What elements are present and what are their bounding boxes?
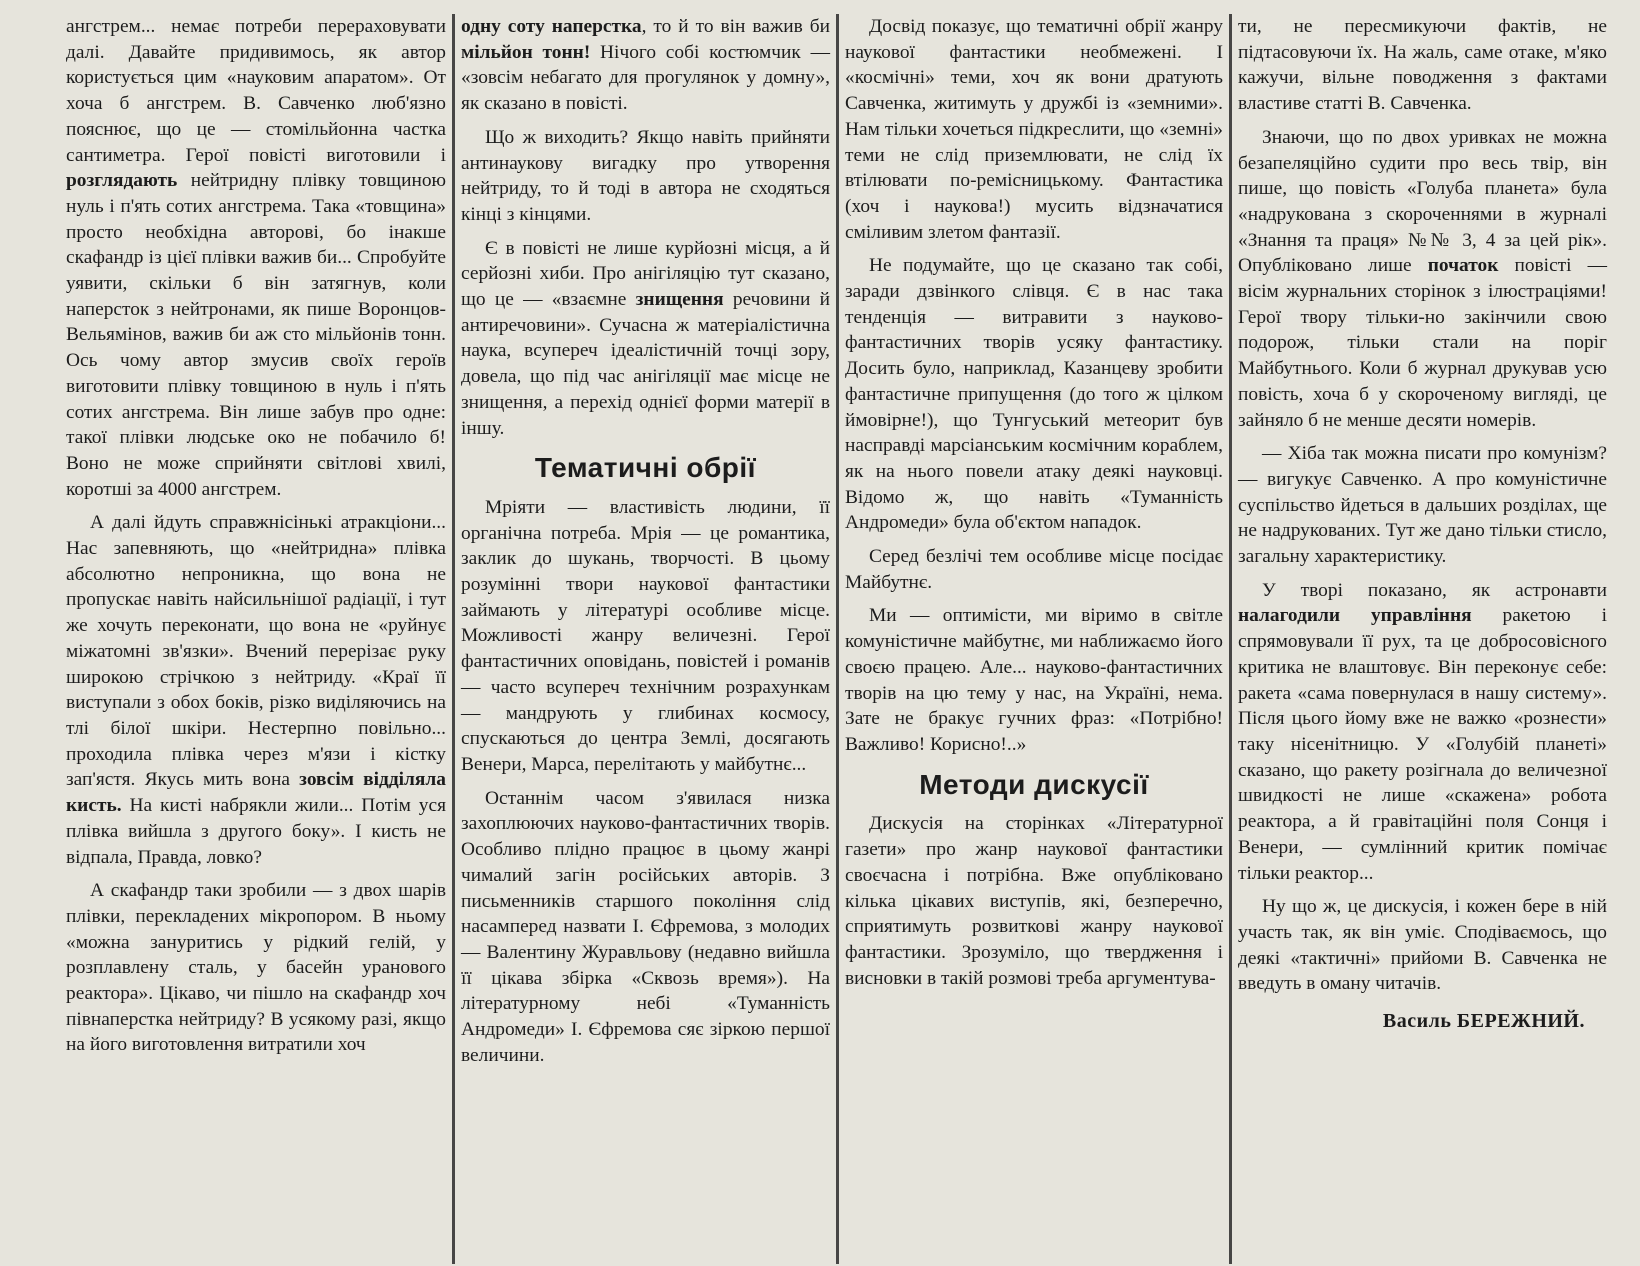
paragraph: ангстрем... немає потреби перераховувати далі. Давайте придивимось, як автор користується цим «науковим апаратом». От хоча б ангстрем. В. Савченко люб'язно пояснює, що це — стомільйонна частка сантиметра. Герої повісті виготовили і розглядають нейтридну плівку товщиною нуль і п'ять сотих ангстрема. Така «товщина» просто необхідна авторові, бо інакше скафандр із цієї плівки важив би... Спробуйте уявити, скільки б він затягнув, коли наперсток з нейтронами, як пише Воронцов-Вельямінов, важив би аж сто мільйонів тонн. Ось чому автор змусив своїх героїв виготовити плівку товщиною в нуль і п'ять сотих ангстрема. Він лише забув про одне: такої плівки людське око не побачило б! Воно не може сприйняти світлові хвилі, коротші за 4000 ангстрем. — [66, 16, 446, 500]
paragraph: У творі показано, як астронавти налагодили управління ракетою і спрямовували її рух, та це добросовісного критика не влаштовує. Він переконує себе: ракета «сама повернулася в нашу систему». Після цього йому вже не важко «рознести» таку нісенітницю. У «Голубій планеті» сказано, що ракету розігнала до величезної швидкості не лише «скажена» робота реактора, а й гравітаційні поля Сонця і Венери, — сумлінний критик помічає тільки реактор... — [1238, 579, 1607, 884]
paragraph: Є в повісті не лише курйозні місця, а й серйозні хиби. Про анігіляцію тут сказано, що це — «взаємне знищення речовини й антиречовини». Сучасна ж матеріалістична наука, всупереч ідеалістичній точці зору, довела, що під час анігіляції має місце не знищення, а перехід однієї форми матерії в іншу. — [461, 237, 830, 439]
paragraph: Що ж виходить? Якщо навіть прийняти антинаукову вигадку про утворення нейтриду, то й тоді в автора не сходяться кінці з кінцями. — [461, 126, 830, 225]
paragraph: Ми — оптимісти, ми віримо в світле комуністичне майбутнє, ми наближаємо його своєю працею. Але... науково-фантастичних творів на цю тему у нас, на Україні, нема. Зате не бракує гучних фраз: «Потрібно! Важливо! Корисно!..» — [845, 605, 1223, 755]
column-1 — [60, 14, 452, 1264]
paragraph: Останнім часом з'явилася низка захоплюючих науково-фантастичних творів. Особливо плідно працює в цьому жанрі чималий загін російських авторів. З письменників старшого покоління слід насамперед назвати І. Єфремова, з молодих — Валентину Журавльову (недавно вийшла її цікава збірка «Сквозь время»). На літературному небі «Туманність Андромеди» І. Єфремова сяє зіркою першої величини. — [461, 787, 830, 1066]
column-2 — [455, 14, 836, 1264]
section-heading: Методи дискусії — [919, 768, 1149, 800]
paragraph: Не подумайте, що це сказано так собі, заради дзвінкого слівця. Є в нас така тенденція — витравити з науково-фантастичних творів усяку фантастику. Досить було, наприклад, Казанцеву зробити фантастичне припущення (до того ж цілком ймовірне!), що Тунгуський метеорит був насправді марсіанським космічним кораблем, як на нього повели атаку деякі науковці. Відомо ж, що навіть «Туманність Андромеди» була об'єктом нападок. — [845, 255, 1223, 534]
section-heading: Тематичні обрії — [534, 452, 757, 484]
paragraph: Мріяти — властивість людини, її органічна потреба. Мрія — це романтика, заклик до шукань, творчості. В цьому розумінні твори наукової фантастики займають у літературі особливе місце. Можливості жанру величезні. Герої фантастичних оповідань, повістей і романів — часто всупереч технічним розрахункам — мандрують у глибинах космосу, спускаються до центра Землі, досягають Венери, Марса, перелітають у майбутнє... — [461, 496, 830, 775]
paragraph: ти, не пересмикуючи фактів, не підтасовуючи їх. На жаль, саме отаке, м'яко кажучи, вільне поводження з фактами властиве статті В. Савченка. — [1238, 16, 1607, 115]
paragraph: Ну що ж, це дискусія, і кожен бере в ній участь так, як він уміє. Сподіваємось, що деякі «тактичні» прийоми В. Савченка не введуть в оману читачів. — [1238, 896, 1607, 995]
column-rule — [836, 14, 839, 1264]
bold-text: знищення — [635, 289, 724, 311]
bold-text: розглядають — [66, 170, 178, 192]
bold-text: початок — [1427, 255, 1499, 277]
paragraph: Серед безлічі тем особливе місце посідає Майбутнє. — [845, 546, 1223, 593]
paragraph: А скафандр таки зробили — з двох шарів плівки, перекладених мікропором. В ньому «можна зануритись у рідкий гелій, у розплавлену сталь, у басейн уранового реактора». Цікаво, чи пішло на скафандр хоч півнаперстка нейтриду? В усякому разі, якщо на його виготовлення витратили хоч — [66, 880, 446, 1056]
bold-text: мільйон тонн! — [461, 41, 591, 63]
column-4 — [1232, 14, 1613, 1264]
bold-text: зовсім відділяла кисть. — [66, 769, 446, 817]
author-signature: Василь БЕРЕЖНИЙ. — [1382, 1010, 1585, 1033]
paragraph: одну соту наперстка, то й то він важив би мільйон тонн! Нічого собі костюмчик — «зовсім небагато для прогулянок у домну», як сказано в повісті. — [461, 16, 830, 115]
paragraph: Знаючи, що по двох уривках не можна безапеляційно судити про весь твір, він пише, що повість «Голуба планета» була «надрукована з скороченнями в журналі «Знання та праця» №№ 3, 4 за цей рік». Опубліковано лише початок повісті — вісім журнальних сторінок з ілюстраціями! Герої твору тільки-но закінчили свою подорож, тільки стали на поріг Майбутнього. Коли б журнал друкував усю повість, хоча б у скороченому вигляді, це зайняло б не менше десяти номерів. — [1238, 126, 1608, 431]
paragraph: Досвід показує, що тематичні обрії жанру наукової фантастики необмежені. І «космічні» теми, хоч як вони дратують Савченка, житимуть у дружбі із «земними». Нам тільки хочеться підкреслити, що «земні» теми не слід приземлювати, не слід їх втілювати по-ремісницькому. Фантастика (хоч і наукова!) мусить відзначатися сміливим злетом фантазії. — [845, 16, 1223, 243]
bold-text: налагодили управління — [1238, 605, 1472, 627]
bold-text: одну соту наперстка — [461, 16, 642, 37]
column-3 — [839, 14, 1229, 1264]
paragraph: — Хіба так можна писати про комунізм? — вигукує Савченко. А про комуністичне суспільство йдеться в дальших розділах, ще не надрукованих. Тут же дано тільки стисло, загальну характеристику. — [1238, 443, 1607, 568]
column-rule — [452, 14, 455, 1264]
paragraph: А далі йдуть справжнісінькі атракціони... Нас запевняють, що «нейтридна» плівка абсолютно непроникна, що вона не пропускає навіть найсильнішої радіації, і тут же хочуть переконати, що вона не «руйнує міжатомні зв'язки». Вчений перерізає руку широкою стрічкою з нейтриду. «Краї її виступали з обох боків, різко виділяючись на тлі білої шкіри. Нестерпно повільно... проходила плівка через м'язи і кістку зап'ястя. Якусь мить вона зовсім відділяла кисть. На кисті набрякли жили... Потім уся плівка вийшла з другого боку». І кисть не відпала, Правда, ловко? — [66, 512, 446, 868]
paragraph: Дискусія на сторінках «Літературної газети» про жанр наукової фантастики своєчасна і потрібна. Вже опубліковано кілька цікавих виступів, які, безперечно, сприятимуть розвиткові жанру наукової фантастики. Зрозуміло, що твердження і висновки в такій розмові треба аргументува- — [845, 813, 1223, 989]
column-rule — [1229, 14, 1232, 1264]
